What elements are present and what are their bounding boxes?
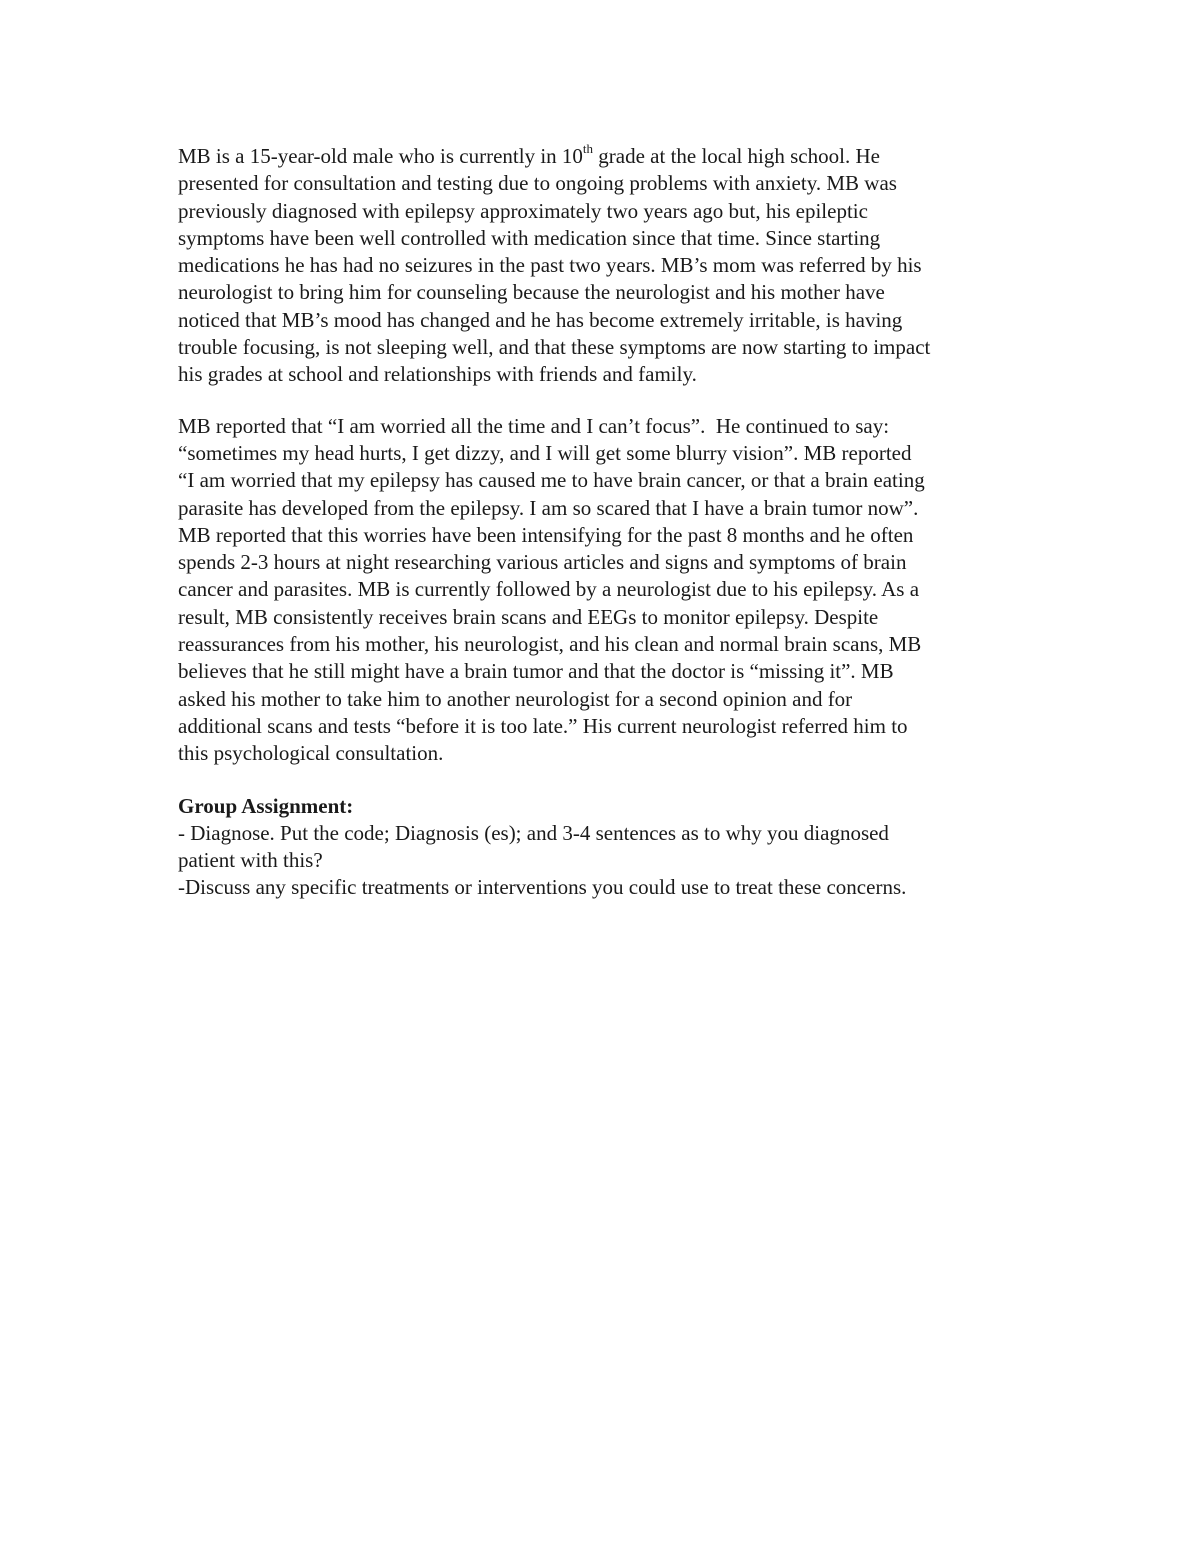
text-line bbox=[178, 143, 1038, 170]
case-paragraph-1 bbox=[178, 143, 1038, 389]
text-line: reassurances from his mother, his neurologist, and his clean and normal brain scans, MB bbox=[178, 632, 922, 657]
text-line: previously diagnosed with epilepsy approximately two years ago but, his epileptic bbox=[178, 198, 868, 223]
case-paragraph-2 bbox=[178, 413, 1038, 768]
text-line: additional scans and tests “before it is too late.” His current neurologist referred him to bbox=[178, 713, 908, 738]
assignment-item-diagnose-continued: patient with this? bbox=[178, 848, 323, 873]
text-line: MB reported that “I am worried all the time and I can’t focus”. He continued to say: bbox=[178, 413, 890, 438]
text-line: “I am worried that my epilepsy has caused me to have brain cancer, or that a brain eating bbox=[178, 468, 925, 493]
text-line: noticed that MB’s mood has changed and he has become extremely irritable, is having bbox=[178, 307, 903, 332]
text-line: believes that he still might have a brain tumor and that the doctor is “missing it”. MB bbox=[178, 659, 894, 684]
text-line: medications he has had no seizures in the past two years. MB’s mom was referred by his bbox=[178, 253, 922, 278]
superscript-ordinal: th bbox=[582, 141, 594, 156]
assignment-item-treatments: -Discuss any specific treatments or interventions you could use to treat these concerns. bbox=[178, 875, 907, 900]
group-assignment-heading: Group Assignment: bbox=[178, 793, 354, 818]
text-line: neurologist to bring him for counseling because the neurologist and his mother have bbox=[178, 280, 885, 305]
text-line: asked his mother to take him to another neurologist for a second opinion and for bbox=[178, 686, 853, 711]
text-segment: grade at the local high school. He bbox=[593, 144, 880, 168]
text-segment: MB is a 15-year-old male who is currently in 10 bbox=[178, 144, 583, 168]
text-line: his grades at school and relationships with friends and family. bbox=[178, 362, 697, 387]
text-line: this psychological consultation. bbox=[178, 741, 444, 766]
text-line: presented for consultation and testing due to ongoing problems with anxiety. MB was bbox=[178, 171, 897, 196]
group-assignment-section bbox=[178, 793, 1038, 902]
text-line: trouble focusing, is not sleeping well, and that these symptoms are now starting to impact bbox=[178, 335, 931, 360]
text-line: cancer and parasites. MB is currently followed by a neurologist due to his epilepsy. As a bbox=[178, 577, 920, 602]
assignment-item-diagnose: - Diagnose. Put the code; Diagnosis (es); and 3-4 sentences as to why you diagnosed bbox=[178, 820, 889, 845]
text-line: “sometimes my head hurts, I get dizzy, and I will get some blurry vision”. MB reported bbox=[178, 440, 912, 465]
text-line: symptoms have been well controlled with medication since that time. Since starting bbox=[178, 225, 881, 250]
text-line: parasite has developed from the epilepsy. I am so scared that I have a brain tumor now”. bbox=[178, 495, 919, 520]
document-body bbox=[178, 143, 1038, 902]
text-line: spends 2-3 hours at night researching various articles and signs and symptoms of brain bbox=[178, 550, 907, 575]
text-line: result, MB consistently receives brain scans and EEGs to monitor epilepsy. Despite bbox=[178, 604, 879, 629]
text-line: MB reported that this worries have been intensifying for the past 8 months and he often bbox=[178, 522, 914, 547]
